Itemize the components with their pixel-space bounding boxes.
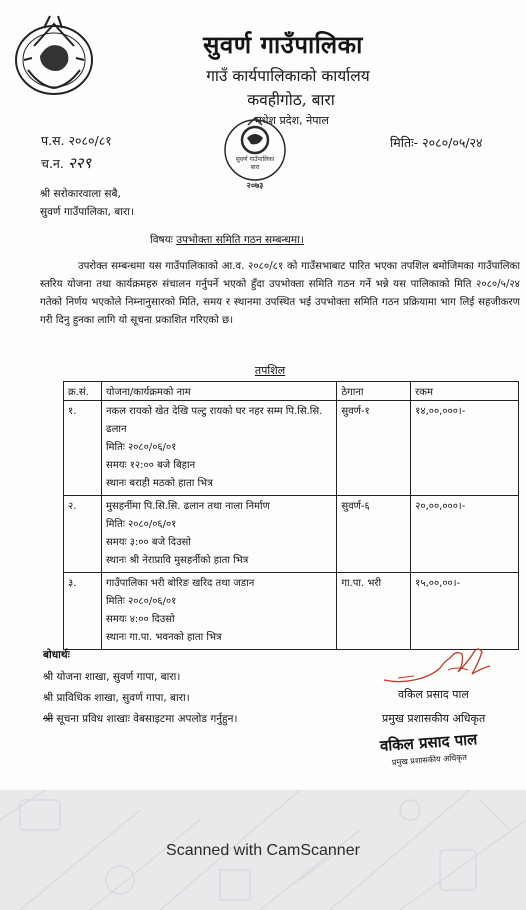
row-time: समयः १२:०० बजे बिहान xyxy=(105,460,196,471)
chalani-value: २२९ xyxy=(67,154,92,172)
row-place: स्थानः बराही मठको हाता भित्र xyxy=(105,478,213,489)
stamp-line-1: सुवर्ण गाउँपालिका xyxy=(235,156,275,163)
header-name: योजना/कार्यक्रमको नाम xyxy=(101,382,336,401)
program-table xyxy=(63,381,519,650)
cc-struck-prefix: श्री xyxy=(43,713,54,725)
row-date: मितिः २०८०/०६/०१ xyxy=(105,519,177,530)
signatory-title: प्रमुख प्रशासकीय अधिकृत xyxy=(382,712,486,725)
row-sn: १. xyxy=(64,401,102,496)
table-row xyxy=(64,401,519,496)
seal-title: प्रमुख प्रशासकीय अधिकृत xyxy=(391,752,468,767)
org-name: सुवर्ण गाउँपालिका xyxy=(203,30,363,59)
cc-item-with-strike xyxy=(43,709,237,730)
office-name: गाउँ कार्यपालिकाको कार्यालय xyxy=(206,67,370,85)
table-header-row xyxy=(64,382,519,401)
row-amount: १५,००,००।- xyxy=(411,573,519,650)
patra-sankhya-value: २०८०/८१ xyxy=(68,133,112,148)
row-ward: सुवर्ण-१ xyxy=(337,401,411,496)
header-sn: क्र.सं. xyxy=(64,382,102,401)
row-time: समयः ३:०० बजे दिउसो xyxy=(105,537,191,548)
row-amount: २०,००,०००।- xyxy=(411,496,519,573)
chalani-number xyxy=(41,153,91,173)
row-time: समयः ४:०० दिउसो xyxy=(105,614,175,625)
recipient-line-2: सुवर्ण गाउँपालिका, बारा। xyxy=(40,206,134,218)
row-amount: १४,००,०००।- xyxy=(411,401,519,496)
patra-sankhya xyxy=(41,132,112,149)
signatory-name: वकिल प्रसाद पाल xyxy=(398,688,469,701)
body-paragraph: उपरोक्त सम्बन्धमा यस गाउँपालिकाको आ.व. २०८०/८१ को गाउँसभाबाट पारित भएका तपशिल बमोजिमका गाउँपालिका स्तरिय योजना तथा कार्यक्रमहरु संचालन गर्नुपर्ने भएको हुँदा उपभोक्ता समिति गठन गर्ने भन्ने यस पालिकाको मिति २०८०/५/२४ गतेको निर्णय भएकोले निम्नानुसारको मिति, समय र स्थानमा उपस्थित भई उपभोक्ता समिति गठन प्रक्रियामा भाग लिई सहजीकरण गरी दिनु हुनका लागि यो सूचना प्रकाशित गरिएको छ। xyxy=(40,261,520,326)
cc-item: सूचना प्रविध शाखाः वेबसाइटमा अपलोड गर्नुहुन। xyxy=(56,713,238,725)
scanner-footer xyxy=(0,790,526,910)
chalani-label: च.न. xyxy=(41,156,64,171)
cc-label: बोधार्थः xyxy=(43,649,70,661)
row-sn: २. xyxy=(64,496,102,573)
details-title: तपशिल xyxy=(254,364,286,377)
subject-label: विषयः xyxy=(150,234,173,246)
row-details xyxy=(101,573,336,650)
row-name: नकल रायको खेत देखि पल्टु रायको घर नहर सम्म पि.सि.सि. ढलान xyxy=(105,406,323,435)
address-line-2: मधेश प्रदेश, नेपाल xyxy=(255,114,329,127)
patra-sankhya-label: प.स. xyxy=(41,133,65,148)
seal-name: वकिल प्रसाद पाल xyxy=(379,730,478,755)
scanner-watermark: Scanned with CamScanner xyxy=(166,842,360,859)
table-row xyxy=(64,496,519,573)
header-amount: रकम xyxy=(411,382,519,401)
subject-line xyxy=(150,233,304,247)
row-name: मुसहर्नीमा पि.सि.सि. ढलान तथा नाला निर्माण xyxy=(105,501,270,512)
stamp-year: २०७३ xyxy=(246,181,264,190)
row-details xyxy=(101,496,336,573)
official-stamp-icon xyxy=(216,114,294,192)
table-row xyxy=(64,573,519,650)
letter-date xyxy=(390,134,483,151)
cc-item: श्री प्राविधिक शाखा, सुवर्ण गापा, बारा। xyxy=(43,692,190,704)
row-date: मितिः २०८०/०६/०१ xyxy=(105,442,177,453)
row-place: स्थानः गा.पा. भवनको हाता भित्र xyxy=(105,632,222,643)
subject-text: उपभोक्ता समिति गठन सम्बन्धमा। xyxy=(176,234,304,246)
header-address: ठेगाना xyxy=(337,382,411,401)
row-ward: गा.पा. भरी xyxy=(337,573,411,650)
row-name: गाउँपालिका भरी बोरिङ खरिद तथा जडान xyxy=(105,578,255,589)
row-date: मितिः २०८०/०६/०१ xyxy=(105,596,177,607)
row-ward: सुवर्ण-६ xyxy=(337,496,411,573)
date-label: मितिः- xyxy=(390,135,419,150)
date-value: २०८०/०५/२४ xyxy=(422,135,483,150)
row-place: स्थानः श्री नेराप्रावि मुसहर्नीको हाता भित्र xyxy=(105,555,249,566)
stamp-line-2: बारा xyxy=(250,164,260,171)
address-line-1: कवहीगोठ, बारा xyxy=(247,91,335,109)
cc-item: श्री योजना शाखा, सुवर्ण गापा, बारा। xyxy=(43,671,181,683)
cc-list xyxy=(43,667,237,730)
row-sn: ३. xyxy=(64,573,102,650)
recipient-line-1: श्री सरोकारवाला सबै, xyxy=(40,188,121,200)
signature-icon xyxy=(378,640,496,692)
row-details xyxy=(101,401,336,496)
